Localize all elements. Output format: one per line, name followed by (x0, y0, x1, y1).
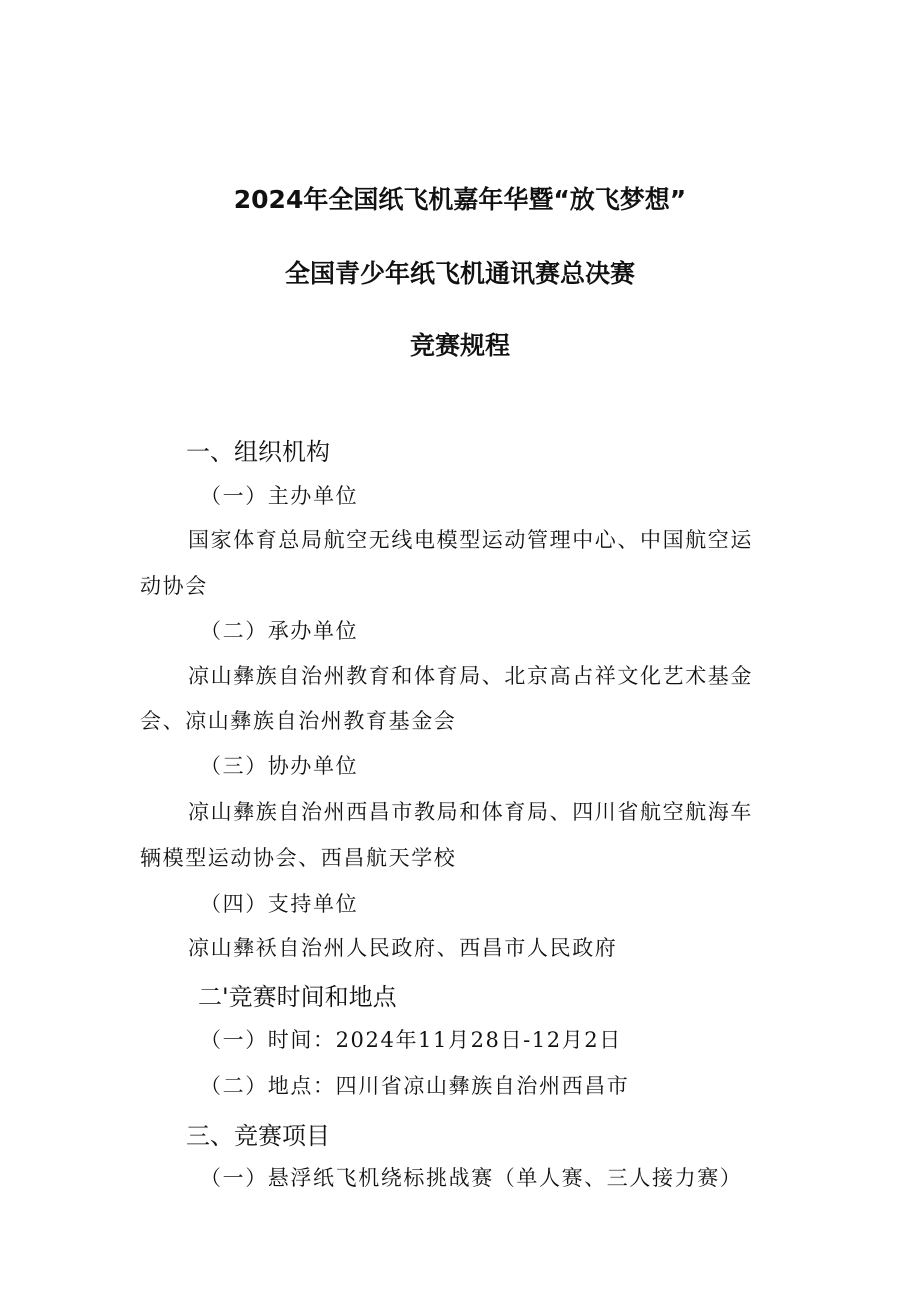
section-3-heading: 三、竞赛项目 (186, 1122, 330, 1150)
title-line-2: 全国青少年纸飞机通讯赛总决赛 (284, 259, 635, 288)
section-1-sub-2-label: （二）承办单位 (200, 619, 359, 643)
section-2-place: （二）地点：四川省凉山彝族自治州西昌市 (200, 1074, 630, 1098)
section-1-sub-1-text-line-1: 国家体育总局航空无线电模型运动管理中心、中国航空运 (188, 528, 753, 552)
section-2-heading: 二'竞赛时间和地点 (198, 983, 397, 1011)
section-1-sub-1-label: （一）主办单位 (200, 484, 359, 508)
section-1-heading: 一、组织机构 (186, 438, 330, 466)
title-line-1: 2024年全国纸飞机嘉年华暨“放飞梦想” (233, 185, 687, 214)
section-1-sub-2-text-line-1: 凉山彝族自治州教育和体育局、北京高占祥文化艺术基金 (188, 664, 753, 688)
section-1-sub-4-label: （四）支持单位 (200, 892, 359, 916)
title-line-3: 竞赛规程 (409, 331, 510, 360)
section-1-sub-4-text-line-1: 凉山彝袄自治州人民政府、西昌市人民政府 (188, 936, 618, 960)
section-1-sub-1-text-line-2: 动协会 (140, 574, 208, 598)
section-1-sub-2-text-line-2: 会、凉山彝族自治州教育基金会 (140, 709, 457, 733)
section-1-sub-3-text-line-1: 凉山彝族自治州西昌市教局和体育局、四川省航空航海车 (188, 800, 753, 824)
section-3-item-1: （一）悬浮纸飞机绕标挑战赛（单人赛、三人接力赛） (200, 1166, 743, 1190)
section-1-sub-3-text-line-2: 辆模型运动协会、西昌航天学校 (140, 846, 457, 870)
section-1-sub-3-label: （三）协办单位 (200, 754, 359, 778)
section-2-time: （一）时间：2024年11月28日-12月2日 (200, 1028, 622, 1052)
